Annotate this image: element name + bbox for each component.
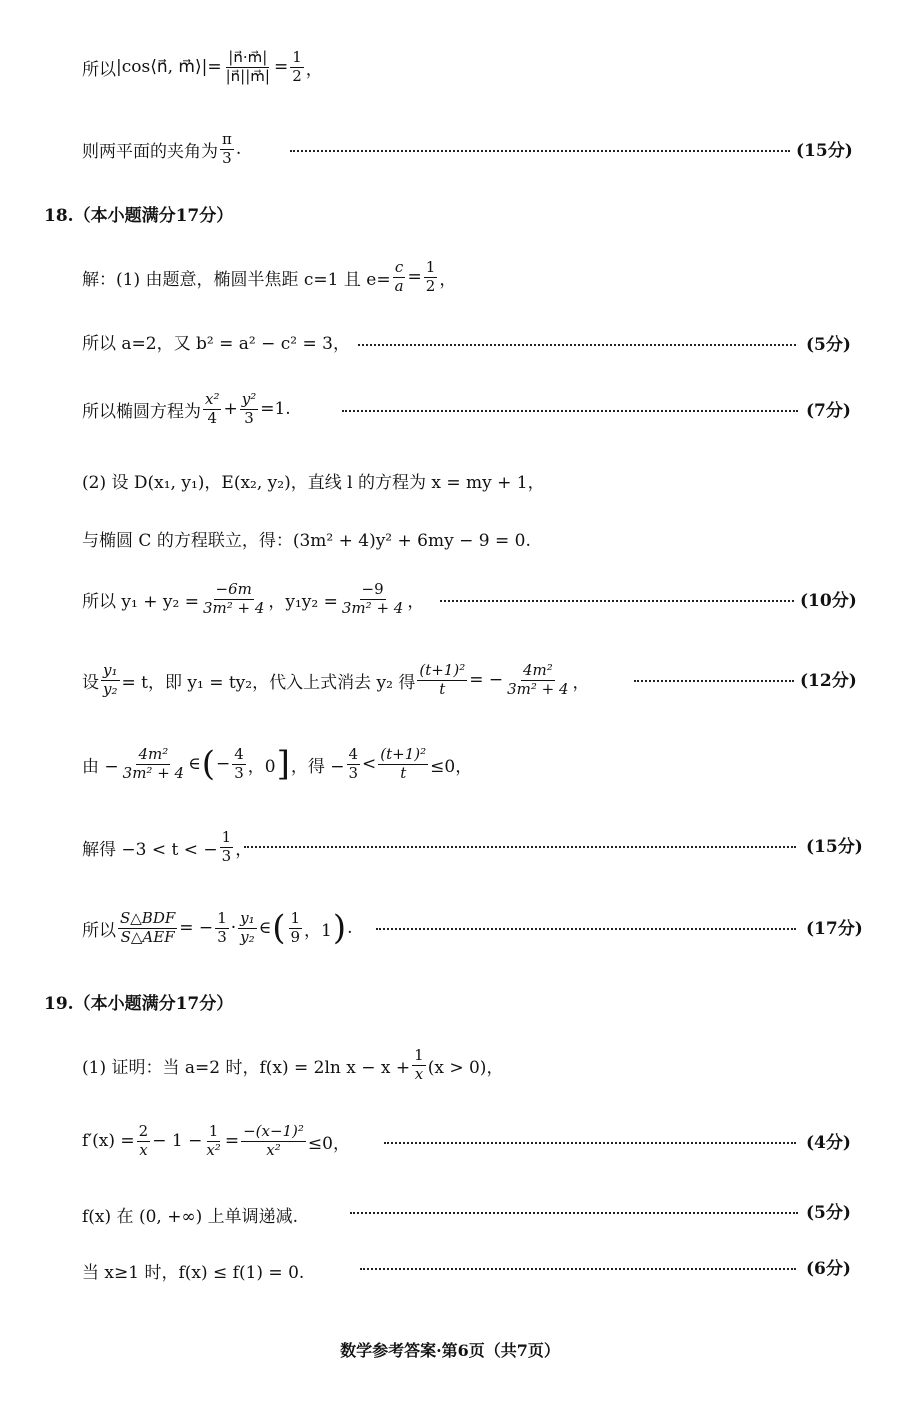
q18-step8 (82, 736, 472, 792)
fraction (241, 1123, 306, 1159)
denominator: 3m² + 4 (122, 763, 185, 782)
text: . (235, 139, 242, 159)
fraction (215, 910, 229, 946)
fraction (424, 259, 438, 295)
denominator: 3 (217, 927, 227, 946)
text: (x > 0)， (427, 1057, 504, 1078)
score-label: (17分) (806, 919, 863, 939)
dot-leader (634, 680, 794, 682)
fraction (417, 662, 467, 698)
text: 所以 y₁ + y₂ = (82, 591, 199, 612)
denominator: 3m² + 4 (507, 679, 569, 698)
q18-step7 (82, 653, 590, 707)
dot-leader (384, 1142, 796, 1144)
numerator: 4m² (522, 661, 553, 680)
numerator: 1 (208, 1122, 219, 1141)
fraction (203, 391, 221, 427)
fraction (220, 829, 234, 865)
denominator: 3m² + 4 (341, 598, 404, 617)
text: ， (572, 672, 590, 693)
dot-leader (350, 1212, 798, 1214)
fraction (378, 746, 428, 782)
denominator: x (414, 1064, 424, 1083)
text: < (362, 754, 377, 774)
denominator: 3 (221, 846, 232, 865)
score-label: (12分) (800, 671, 857, 691)
dot-leader (244, 846, 796, 848)
angle-line (82, 124, 241, 174)
text: + (223, 399, 238, 419)
text: = (407, 267, 422, 287)
fraction (393, 259, 406, 295)
numerator: π (222, 130, 232, 149)
denominator: t (439, 679, 446, 698)
numerator: −6m (215, 580, 252, 599)
q19-step3: f(x) 在 (0, +∞) 上单调递减. (82, 1206, 299, 1227)
denominator: 3 (234, 763, 244, 782)
fraction (340, 581, 405, 617)
denominator: 3m² + 4 (202, 598, 265, 617)
fraction (201, 581, 266, 617)
numerator: 1 (290, 909, 301, 928)
q18-step6 (82, 574, 424, 624)
text: = (224, 1131, 240, 1151)
denominator: y₂ (240, 927, 255, 946)
denominator: x (139, 1140, 148, 1159)
denominator: 3 (348, 763, 359, 782)
text: = − (179, 918, 214, 938)
text: = t，即 y₁ = ty₂，代入上式消去 y₂ 得 (121, 672, 416, 693)
text: ∈ (258, 918, 272, 938)
q19-step2 (82, 1116, 350, 1166)
fraction (412, 1047, 426, 1083)
numerator: y₁ (103, 661, 118, 680)
fraction (101, 662, 120, 698)
fraction (240, 391, 259, 427)
denominator: 2 (292, 66, 302, 85)
text: − 1 − (152, 1131, 203, 1151)
text: ， (305, 59, 323, 80)
denominator: 9 (290, 927, 301, 946)
bracket: ( (272, 908, 286, 948)
denominator: x² (266, 1140, 281, 1159)
score-label: (5分) (806, 335, 851, 355)
numerator: 1 (414, 1046, 424, 1065)
q19-step4: 当 x≥1 时，f(x) ≤ f(1) = 0. (82, 1262, 305, 1283)
denominator: x² (206, 1140, 221, 1159)
dot-leader (342, 410, 798, 412)
score-label: (5分) (806, 1203, 851, 1223)
denominator: t (400, 763, 407, 782)
text: ∈ (188, 754, 201, 774)
dot-leader (360, 1268, 796, 1270)
numerator: −(x−1)² (243, 1122, 304, 1141)
q18-step9 (82, 822, 252, 872)
text: · (230, 918, 237, 938)
q18-step5: 与椭圆 C 的方程联立，得：(3m² + 4)y² + 6my − 9 = 0. (82, 530, 531, 551)
numerator: 1 (292, 48, 302, 67)
fraction (118, 910, 177, 946)
text: 所以椭圆方程为 (82, 401, 201, 422)
text: = (273, 57, 289, 77)
denominator: S△AEF (120, 927, 175, 946)
text: f′(x) = (82, 1131, 135, 1151)
bracket: ] (276, 744, 290, 784)
score-label: (15分) (806, 837, 863, 857)
denominator: 2 (425, 276, 436, 295)
text: |cos⟨n⃗, m⃗⟩|= (116, 57, 222, 77)
page-footer: 数学参考答案·第6页（共7页） (340, 1341, 560, 1360)
numerator: 1 (221, 828, 232, 847)
text: 则两平面的夹角为 (82, 141, 218, 162)
text: =1. (260, 399, 291, 419)
text: ， (439, 269, 457, 290)
numerator: 1 (217, 909, 227, 928)
fraction (121, 746, 186, 782)
numerator: 4m² (138, 745, 169, 764)
numerator: −9 (361, 580, 384, 599)
q18-step3 (82, 384, 291, 434)
denominator: |n⃗||m⃗| (225, 66, 270, 85)
fraction (232, 746, 246, 782)
text: 由 − (82, 756, 119, 777)
fraction (204, 1123, 222, 1159)
text: ， (235, 839, 253, 860)
text: ， (407, 591, 425, 612)
text: ≤0， (307, 1133, 350, 1154)
dot-leader (290, 150, 790, 152)
text: ，得 − (290, 756, 345, 777)
numerator: 2 (138, 1122, 149, 1141)
denominator: 3 (222, 148, 232, 167)
fraction (238, 910, 257, 946)
q19-heading: 19.（本小题满分17分） (44, 993, 234, 1014)
score-label: (4分) (806, 1133, 851, 1153)
numerator: 4 (348, 745, 359, 764)
dot-leader (440, 600, 794, 602)
score-label: (7分) (806, 401, 851, 421)
numerator: x² (205, 390, 220, 409)
fraction (137, 1123, 151, 1159)
text: ，0 (247, 756, 276, 777)
numerator: (t+1)² (380, 745, 427, 764)
numerator: |n⃗·m⃗| (228, 48, 268, 67)
dot-leader (358, 344, 796, 346)
denominator: y₂ (103, 679, 118, 698)
numerator: y² (241, 390, 257, 409)
text: ≤0， (430, 756, 473, 777)
fraction (505, 662, 570, 698)
q18-step2 (82, 327, 350, 355)
q18-heading: 18.（本小题满分17分） (44, 205, 234, 226)
q19-step1 (82, 1040, 503, 1090)
numerator: S△BDF (120, 909, 176, 928)
fraction (347, 746, 361, 782)
numerator: y₁ (240, 909, 255, 928)
fraction (224, 49, 272, 85)
text: . (347, 918, 353, 938)
denominator: 4 (207, 408, 218, 427)
q18-step10 (82, 898, 353, 958)
numerator: (t+1)² (419, 661, 466, 680)
fraction (289, 910, 303, 946)
text: ，y₁y₂ = (268, 591, 338, 612)
fraction (220, 131, 234, 167)
q18-step1 (82, 252, 456, 302)
score-label: (15分) (796, 141, 853, 161)
cos-line (82, 42, 323, 92)
text: 所以 (82, 59, 116, 80)
fraction (290, 49, 304, 85)
q18-step4: (2) 设 D(x₁, y₁)，E(x₂, y₂)，直线 l 的方程为 x = my + 1， (82, 472, 545, 493)
numerator: c (394, 258, 404, 277)
bracket: ) (332, 908, 347, 948)
score-label: (10分) (800, 591, 857, 611)
denominator: 3 (244, 408, 254, 427)
text: (1) 证明：当 a=2 时，f(x) = 2ln x − x + (82, 1057, 411, 1078)
text: 所以 a=2，又 b² = a² − c² = 3， (82, 333, 350, 354)
text: − (215, 754, 231, 774)
text: ，1 (304, 920, 332, 941)
numerator: 1 (425, 258, 436, 277)
bracket: ( (201, 744, 215, 784)
text: 设 (82, 672, 99, 693)
dot-leader (376, 928, 796, 930)
text: 解：(1) 由题意，椭圆半焦距 c=1 且 e= (82, 269, 391, 290)
text: 所以 (82, 920, 116, 941)
denominator: a (394, 276, 404, 295)
text: = − (469, 670, 504, 690)
numerator: 4 (234, 745, 244, 764)
score-label: (6分) (806, 1259, 851, 1279)
text: 解得 −3 < t < − (82, 839, 218, 860)
